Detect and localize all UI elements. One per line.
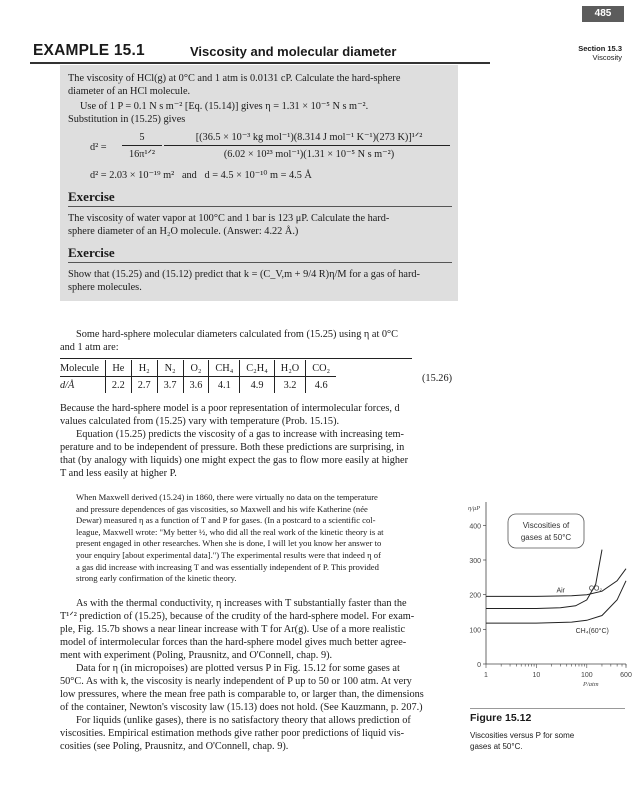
body-p4-line1: Data for η (in micropoises) are plotted versus P in Fig. 15.12 for some gases at bbox=[76, 663, 400, 674]
body-p3-line1: As with the thermal conductivity, η increases with T substantially faster than the bbox=[76, 598, 407, 609]
x-tick-label: 10 bbox=[532, 672, 541, 679]
table-cell: 3.6 bbox=[183, 377, 209, 394]
body-p1-line1: Because the hard-sphere model is a poor representation of intermolecular forces, d bbox=[60, 403, 400, 414]
y-tick-label: 0 bbox=[477, 662, 481, 669]
x-tick-label: 100 bbox=[580, 672, 593, 679]
x-tick-label: 600 bbox=[620, 672, 632, 679]
note-line5: present engaged in other researches. When she is done, I will let you know her answer to bbox=[76, 538, 382, 549]
body-p3-line2: T¹ᐟ² prediction of (15.25), because of the crudity of the hard-sphere model. For exam- bbox=[60, 611, 415, 622]
body-p3-line4: model of intermolecular forces than the hard-sphere model gives much better agree- bbox=[60, 637, 407, 648]
y-tick-label: 300 bbox=[469, 558, 481, 565]
intro-line1: Some hard-sphere molecular diameters calculated from (15.25) using η at 0°C bbox=[76, 329, 399, 340]
equation-fraction-bar bbox=[122, 145, 162, 146]
example-para1-line2: diameter of an HCl molecule. bbox=[68, 86, 191, 97]
table-cell: O₂ bbox=[183, 360, 209, 377]
table-equation-number: (15.26) bbox=[422, 373, 453, 384]
viscosity-chart bbox=[466, 496, 636, 702]
body-p1-line2: values calculated from (15.25) vary with temperature (Prob. 15.15). bbox=[60, 416, 340, 427]
equation-lhs: d² = bbox=[90, 142, 107, 153]
figure-caption bbox=[470, 730, 620, 752]
body-p5-line1: For liquids (unlike gases), there is no satisfactory theory that allows prediction of bbox=[76, 715, 411, 726]
equation-result: d² = 2.03 × 10⁻¹⁹ m² and d = 4.5 × 10⁻¹⁰ m = 4.5 Å bbox=[90, 170, 312, 181]
series-line-0 bbox=[486, 550, 602, 609]
exercise1-line1: The viscosity of water vapor at 100°C and 1 bar is 123 μP. Calculate the hard- bbox=[68, 213, 390, 224]
body-p2-line1: Equation (15.25) predicts the viscosity of a gas to increase with increasing tem- bbox=[76, 429, 404, 440]
series-label-0: CO₂ bbox=[588, 585, 603, 593]
equation-denominator: (6.02 × 10²³ mol⁻¹)(1.31 × 10⁻⁵ N s m⁻²) bbox=[223, 149, 395, 160]
exercise2-rule bbox=[68, 262, 452, 263]
section-header bbox=[512, 44, 622, 62]
note-line1: When Maxwell derived (15.24) in 1860, there were virtually no data on the temperature bbox=[76, 492, 378, 502]
intro-line2: and 1 atm are: bbox=[60, 342, 119, 353]
figure-rule bbox=[470, 708, 625, 709]
table-cell: CH₄ bbox=[209, 360, 240, 377]
body-p5-line3: cosities (see Poling, Prausnitz, and O'Connell, chap. 9). bbox=[60, 741, 289, 752]
table-cell: Molecule bbox=[60, 360, 105, 377]
figure-caption-line2: gases at 50°C. bbox=[470, 742, 523, 751]
body-p3-line3: ple, Fig. 15.7b shows a near linear increase with T for Ar(g). Use of a more realistic bbox=[60, 624, 406, 635]
note-line8: strong early confirmation of the kinetic theory. bbox=[76, 573, 237, 584]
body-p2-line3: that (by analogy with liquids) one might expect the gas to flow more easily at higher bbox=[60, 455, 409, 466]
chart-title-box bbox=[508, 514, 584, 548]
y-tick-label: 400 bbox=[469, 523, 481, 531]
chart-title-line1: Viscosities of bbox=[522, 521, 570, 530]
equation-fraction-numerator: 5 bbox=[139, 132, 145, 143]
note-line3: Dewar) measured η as a function of T and P for gases. (In a postcard to a scientific col- bbox=[76, 515, 376, 526]
table-cell: d/Å bbox=[60, 377, 105, 394]
figure-caption-line1: Viscosities versus P for some bbox=[470, 731, 575, 740]
example-label: EXAMPLE 15.1 bbox=[33, 42, 145, 59]
exercise2-title: Exercise bbox=[68, 245, 115, 260]
body-p4-line2: 50°C. As with k, the viscosity is nearly independent of P up to 50 or 100 atm. At very bbox=[60, 676, 412, 687]
table-cell: 4.9 bbox=[240, 377, 274, 394]
body-p4-line4: of the container, Newton's viscosity law (15.13) does not hold. (See Kauzmann, p. 207.) bbox=[60, 702, 423, 713]
note-line4: league, Maxwell wrote: "My better ½, who did all the real work of the kinetic theory is at bbox=[76, 526, 384, 537]
table-cell: 4.6 bbox=[314, 379, 328, 391]
example-para2-line1: Use of 1 P = 0.1 N s m⁻² [Eq. (15.14)] gives η = 1.31 × 10⁻⁵ N s m⁻². bbox=[80, 101, 369, 112]
x-axis-label: P/atm bbox=[583, 681, 599, 688]
body-p4-line3: low pressures, where the mean free path is comparable to, or larger than, the dimensions bbox=[60, 689, 424, 700]
table-cell: 3.2 bbox=[274, 377, 305, 394]
exercise1-line2: sphere diameter of an H₂O molecule. (Answer: 4.22 Å.) bbox=[68, 226, 299, 237]
table-cell: He bbox=[105, 360, 131, 377]
table-top-rule bbox=[60, 358, 412, 359]
series-label-2: CH₄(60°C) bbox=[575, 628, 609, 636]
table-cell: CO₂ bbox=[312, 362, 331, 374]
equation-fraction-denominator: 16π¹ᐟ² bbox=[128, 149, 156, 160]
example-para2-line2: Substitution in (15.25) gives bbox=[68, 114, 186, 125]
body-p5-line2: viscosities. Empirical estimation methods give rather poor predictions of liquid vis- bbox=[60, 728, 405, 739]
note-line6: your enquiry [about experimental data].") The experimental results were that indeed η of bbox=[76, 550, 381, 560]
note-line7: a gas did increase with increasing T and was essentially independent of P. This provided bbox=[76, 561, 379, 572]
table-cell: 2.2 bbox=[105, 377, 131, 394]
exercise1-title: Exercise bbox=[68, 189, 115, 204]
table-cell: N₂ bbox=[157, 360, 183, 377]
equation-main-bar bbox=[164, 145, 450, 146]
chart-title-line2: gases at 50°C bbox=[520, 533, 572, 542]
series-label-1: Air bbox=[556, 587, 566, 595]
table-cell: H₂ bbox=[131, 360, 157, 377]
header-rule bbox=[30, 62, 490, 64]
exercise2-line1: Show that (15.25) and (15.12) predict that k = (C_V,m + 9/4 R)η/M for a gas of hard- bbox=[68, 269, 420, 280]
example-title: Viscosity and molecular diameter bbox=[190, 44, 397, 59]
exercise1-rule bbox=[68, 206, 452, 207]
note-line2: and pressure dependences of gas viscosities, so Maxwell and his wife Katherine (née bbox=[76, 503, 368, 514]
y-tick-label: 100 bbox=[469, 627, 481, 635]
example-para1-line1: The viscosity of HCl(g) at 0°C and 1 atm is 0.0131 cP. Calculate the hard-sphere bbox=[68, 73, 401, 84]
table-row bbox=[60, 377, 336, 394]
figure-title: Figure 15.12 bbox=[470, 712, 532, 724]
table-cell: C₂H₄ bbox=[240, 360, 274, 377]
table-cell: 2.7 bbox=[131, 377, 157, 394]
table-cell: H₂O bbox=[274, 360, 305, 377]
table-row bbox=[60, 360, 336, 377]
y-axis-label: η/μP bbox=[468, 505, 481, 512]
table-cell: 4.1 bbox=[209, 377, 240, 394]
x-tick-label: 1 bbox=[484, 672, 488, 679]
page-number: 485 bbox=[582, 6, 624, 22]
body-p2-line2: perature and to be independent of pressure. Both these predictions are surprising, in bbox=[60, 442, 405, 453]
y-tick-label: 200 bbox=[469, 592, 481, 600]
section-name: Viscosity bbox=[592, 53, 622, 62]
body-p3-line5: ment with experiment (Poling, Prausnitz, and O'Connell, chap. 9). bbox=[60, 650, 333, 661]
equation-numerator: [(36.5 × 10⁻³ kg mol⁻¹)(8.314 J mol⁻¹ K⁻¹)(273 K)]¹ᐟ² bbox=[195, 132, 423, 143]
body-p2-line4: T and less easily at higher P. bbox=[60, 468, 177, 479]
example-box bbox=[60, 65, 458, 301]
exercise2-line2: sphere molecules. bbox=[68, 282, 142, 293]
molecule-table bbox=[60, 360, 336, 393]
section-label: Section 15.3 bbox=[578, 44, 622, 53]
table-cell: 3.7 bbox=[157, 377, 183, 394]
